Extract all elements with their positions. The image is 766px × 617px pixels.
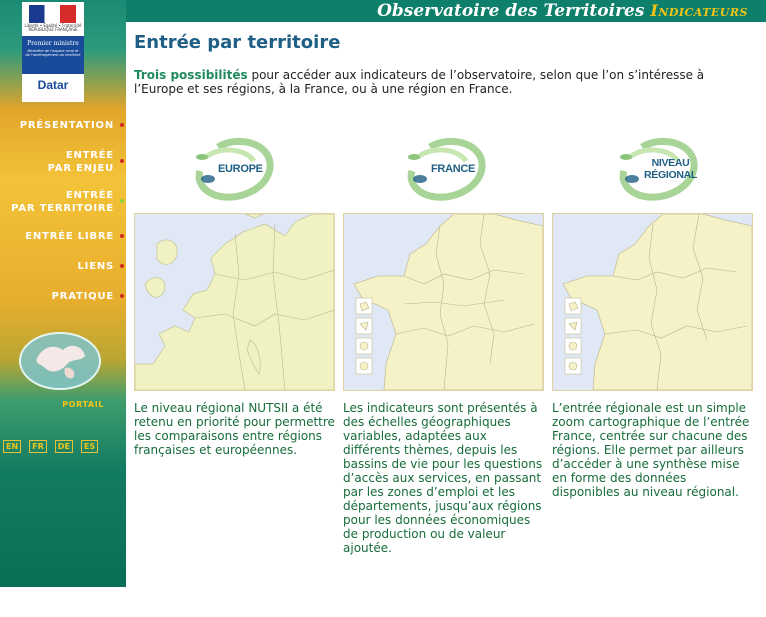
sidebar-item-label: ENTRÉE LIBRE [25,231,114,242]
france-description: Les indicateurs sont présentés à des échelles géographiques variables, adaptées aux différents thèmes, depuis les bassins de vie pour les questions d’accès aux services, en passant par les zones d’emploi et les départements, jusqu’aux régions pour les données économiques de production ou de valeur ajoutée. [343,401,543,555]
france-map-image [344,214,543,390]
logo-datar-text: Datar [37,78,69,92]
europe-map[interactable] [134,213,335,391]
sidebar-item-label: LIENS [77,261,114,272]
bullet-icon [120,264,124,268]
logo-ministere: Ministère de l'espace rural et de l'aménagement du territoire [25,49,81,57]
sidebar-item-label-2: PAR TERRITOIRE [11,203,114,214]
sidebar-item-label: PRÉSENTATION [19,120,114,131]
france-map[interactable] [343,213,544,391]
regional-map[interactable] [552,213,753,391]
marianne-flag-icon [29,5,76,23]
emblem-line2: RÉGIONAL [644,169,698,181]
bullet-active-icon [120,199,124,203]
sidebar-item-presentation[interactable] [20,119,118,132]
page-title: Entrée par territoire [134,32,341,53]
regional-map-image [553,214,752,390]
sidebar-item-entree-libre[interactable] [25,230,118,243]
logo-premier-ministre: Premier ministre [27,40,79,47]
europe-map-image [135,214,334,390]
niveau-regional-emblem-button[interactable] [612,135,702,207]
europe-emblem-button[interactable] [188,135,278,207]
france-emblem-button[interactable] [400,135,490,207]
sidebar-item-pratique[interactable] [52,290,118,303]
header-bar [126,0,766,22]
sidebar-item-entree-par-territoire[interactable] [11,189,118,215]
bullet-icon [120,159,124,163]
intro-paragraph [134,68,754,96]
intro-highlight: Trois possibilités [134,68,248,82]
sidebar-item-label: ENTRÉE [65,150,114,161]
emblem-france-label: FRANCE [431,163,476,175]
lang-fr-button[interactable]: FR [29,440,47,453]
site-title-tag: Indicateurs [650,1,748,20]
site-title [377,1,748,21]
portal-globe-icon[interactable] [15,328,105,394]
logo-flag-caption: Liberté • Égalité • Fraternité RÉPUBLIQUE FRANÇAISE [24,23,82,32]
site-title-text: Observatoire des Territoires [377,1,645,21]
lang-en-button[interactable]: EN [3,440,21,453]
sidebar-item-label: PRATIQUE [51,291,114,302]
intro-text: pour accéder aux indicateurs de l’observatoire, selon que l’on s’intéresse à l’Europe et ses régions, à la France, ou à une région en France. [134,68,705,96]
datar-logo[interactable] [22,2,84,102]
logo-ministry-block [22,36,84,74]
emblem-europe-label: EUROPE [218,163,263,175]
lang-de-button[interactable]: DE [55,440,73,453]
portail-link[interactable]: PORTAIL [62,400,104,409]
sidebar-item-entree-par-enjeu[interactable] [48,149,118,175]
sidebar-item-label-2: PAR ENJEU [47,163,114,174]
regional-description: L’entrée régionale est un simple zoom cartographique de l’entrée France, centrée sur chacune des régions. Elle permet par ailleurs d’accéder à une synthèse mise en forme des données disponibles au niveau régional. [552,401,750,499]
emblem-niveau-regional-label [644,157,697,181]
sidebar-item-label: ENTRÉE [65,190,114,201]
bullet-icon [120,234,124,238]
emblem-line1: NIVEAU [651,157,690,169]
bullet-icon [120,294,124,298]
lang-es-button[interactable]: ES [81,440,98,453]
europe-description: Le niveau régional NUTSII a été retenu en priorité pour permettre les comparaisons entre régions françaises et européennes. [134,401,335,457]
sidebar-item-liens[interactable] [78,260,119,273]
bullet-icon [120,123,124,127]
sidebar [0,0,126,587]
language-switcher [3,440,98,453]
